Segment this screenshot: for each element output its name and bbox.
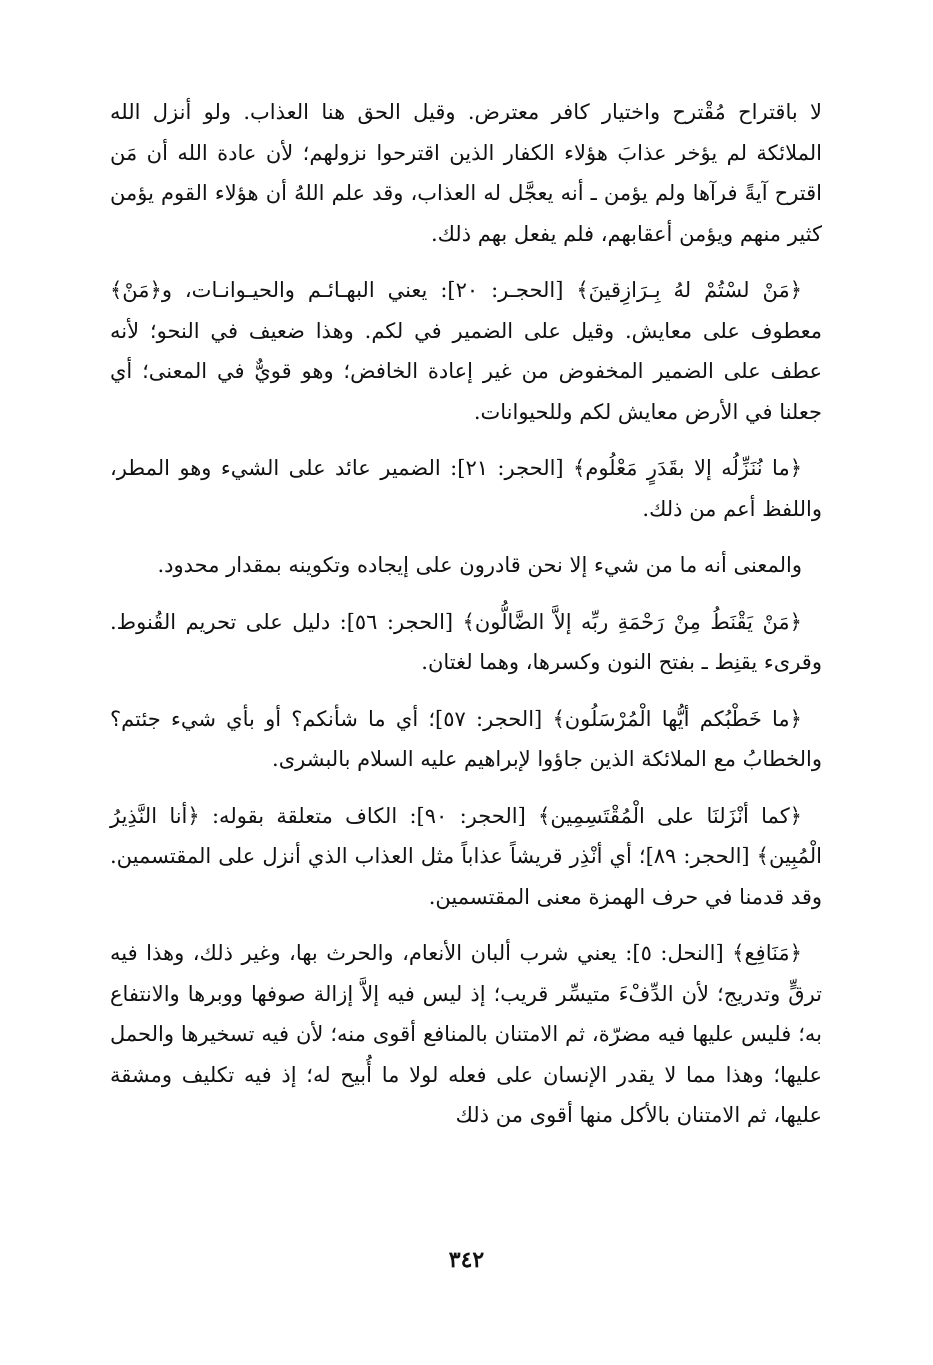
paragraph-8: ﴿مَنَافِع﴾ [النحل: ٥]: يعني شرب ألبان الأنعام، والحرث بها، وغير ذلك، وهذا فيه ترقٍّ وتدريج؛ لأن الدِّفْءَ متيسِّر قريب؛ إذ ليس فيه إلاَّ إزالة صوفها ووبرها والانتفاع به؛ فليس عليها فيه مضرّة، ثم الامتنان بالمنافع أقوى منه؛ لأن فيه تسخيرها والحمل عليها؛ وهذا مما لا يقدر الإنسان على فعله لولا ما أُبيح له؛ إذ فيه تكليف ومشقة عليها، ثم الامتنان بالأكل منها أقوى من ذلك: [110, 941, 822, 1127]
paragraph-2: ﴿مَنْ لسْتُمْ لهُ بِـرَازِقينَ﴾ [الحجـر: ٢٠]: يعني البهـائـم والحيـوانـات، و﴿مَنْ﴾ معطوف على معايش. وقيل على الضمير في لكم. وهذا ضعيف في النحو؛ لأنه عطف على الضمير المخفوض من غير إعادة الخافض؛ وهو قويٌّ في المعنى؛ أي جعلنا في الأرض معايش لكم وللحيوانات.: [110, 278, 822, 424]
paragraph-3: ﴿ما نُنَزِّلُه إلا بقَدَرٍ مَعْلُوم﴾ [الحجر: ٢١]: الضمير عائد على الشيء وهو المطر، واللفظ أعم من ذلك.: [110, 456, 822, 521]
paragraph-7: ﴿كما أنْزَلنَا على الْمُقْتَسِمِين﴾ [الحجر: ٩٠]: الكاف متعلقة بقوله: ﴿أنا النَّذِيرُ الْمُبِين﴾ [الحجر: ٨٩]؛ أي أنْذِر قريشاً عذاباً مثل العذاب الذي أنزل على المقتسمين. وقد قدمنا في حرف الهمزة معنى المقتسمين.: [110, 803, 822, 909]
page-number: ٣٤٢: [448, 1247, 485, 1273]
paragraph-6: ﴿ما خَطْبُكم أيُّها الْمُرْسَلُون﴾ [الحجر: ٥٧]؛ أي ما شأنكم؟ أو بأي شيء جئتم؟ والخطابُ مع الملائكة الذين جاؤوا لإبراهيم عليه السلام بالبشرى.: [110, 706, 822, 771]
paragraph-5: ﴿مَنْ يَقْنَطُ مِنْ رَحْمَةِ ربِّه إلاَّ الضَّالُّون﴾ [الحجر: ٥٦]: دليل على تحريم القُنوط. وقرىء يقنِط ـ بفتح النون وكسرها، وهما لغتان.: [110, 609, 822, 674]
paragraph-1: لا باقتراح مُقْترح واختيار كافر معترض. وقيل الحق هنا العذاب. ولو أنزل الله الملائكة لم يؤخر عذابَ هؤلاء الكفار الذين اقترحوا نزولهم؛ لأن عادة الله أن مَن اقترح آيةً فرآها ولم يؤمن ـ أنه يعجَّل له العذاب، وقد علم اللهُ أن هؤلاء القوم يؤمن كثير منهم ويؤمن أعقابهم، فلم يفعل بهم ذلك.: [110, 100, 822, 246]
paragraph-4: والمعنى أنه ما من شيء إلا نحن قادرون على إيجاده وتكوينه بمقدار محدود.: [157, 553, 802, 577]
body-text: [110, 92, 822, 1152]
